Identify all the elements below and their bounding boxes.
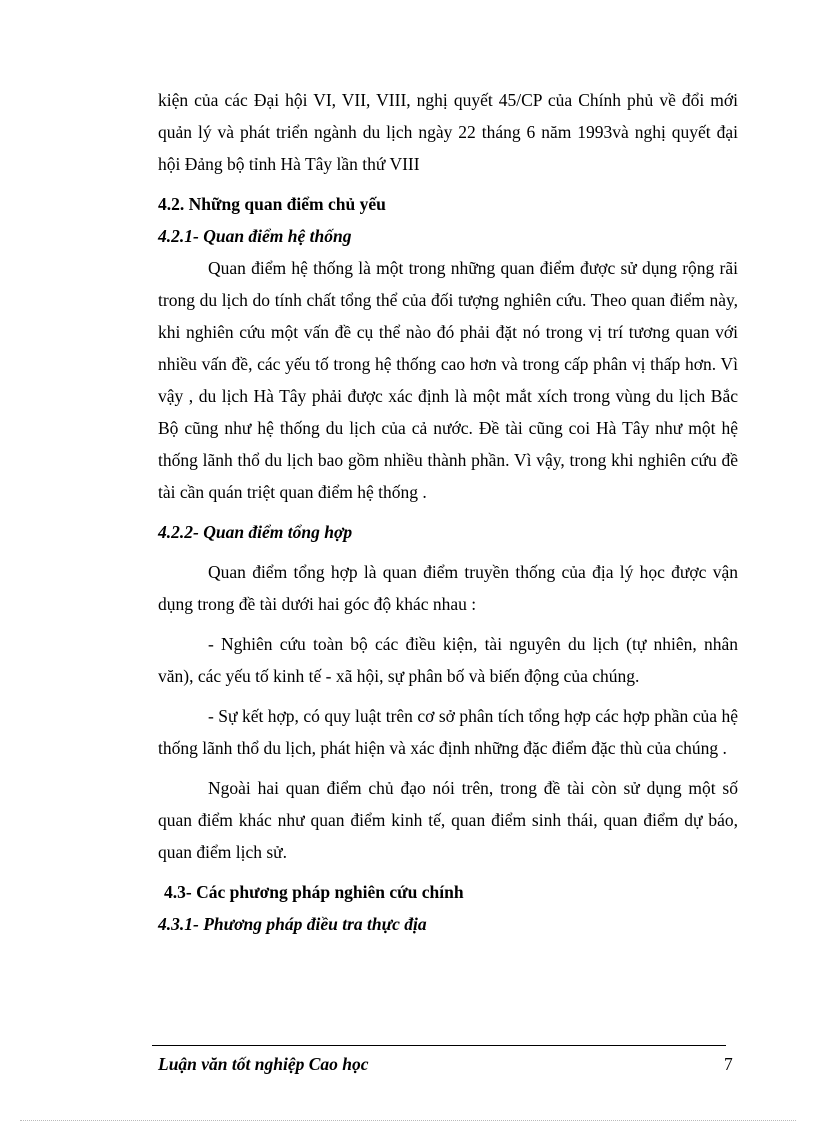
paragraph-bullet-combination: - Sự kết hợp, có quy luật trên cơ sở phân tích tổng hợp các hợp phần của hệ thống lãnh thổ du lịch, phát hiện và xác định những đặc điểm đặc thù của chúng . xyxy=(158,706,738,758)
paragraph-synthesis-view: Quan điểm tổng hợp là quan điểm truyền thống của địa lý học được vận dụng trong đề tài dưới hai góc độ khác nhau : xyxy=(158,562,738,614)
subsection-heading-4-2-1: 4.2.1- Quan điểm hệ thống xyxy=(158,226,352,246)
page-number: 7 xyxy=(724,1054,733,1074)
subsection-heading-4-3-1: 4.3.1- Phương pháp điều tra thực địa xyxy=(158,914,427,934)
page-bottom-border xyxy=(20,1120,796,1121)
paragraph-continuation: kiện của các Đại hội VI, VII, VIII, nghị quyết 45/CP của Chính phủ về đổi mới quản lý và phát triển ngành du lịch ngày 22 tháng 6 năm 1993và nghị quyết đại hội Đảng bộ tỉnh Hà Tây lần thứ VIII xyxy=(158,90,738,174)
section-heading-4-3: 4.3- Các phương pháp nghiên cứu chính xyxy=(164,882,464,902)
paragraph-other-views: Ngoài hai quan điểm chủ đạo nói trên, trong đề tài còn sử dụng một số quan điểm khác như quan điểm kinh tế, quan điểm sinh thái, quan điểm dự báo, quan điểm lịch sử. xyxy=(158,778,738,862)
footer-title: Luận văn tốt nghiệp Cao học xyxy=(158,1054,369,1074)
footer-divider xyxy=(152,1045,726,1046)
page-body xyxy=(158,84,738,940)
paragraph-system-view: Quan điểm hệ thống là một trong những quan điểm được sử dụng rộng rãi trong du lịch do tính chất tổng thể của đối tượng nghiên cứu. Theo quan điểm này, khi nghiên cứu một vấn đề cụ thể nào đó phải đặt nó trong vị trí tương quan với nhiều vấn đề, các yếu tố trong hệ thống cao hơn và trong cấp phân vị thấp hơn. Vì vậy , du lịch Hà Tây phải được xác định là một mắt xích trong vùng du lịch Bắc Bộ cũng như hệ thống du lịch của cả nước. Đề tài cũng coi Hà Tây như một hệ thống lãnh thổ du lịch bao gồm nhiều thành phần. Vì vậy, trong khi nghiên cứu đề tài cần quán triệt quan điểm hệ thống . xyxy=(158,258,738,502)
paragraph-bullet-research: - Nghiên cứu toàn bộ các điều kiện, tài nguyên du lịch (tự nhiên, nhân văn), các yếu tố kinh tế - xã hội, sự phân bố và biến động của chúng. xyxy=(158,634,738,686)
section-heading-4-2: 4.2. Những quan điểm chủ yếu xyxy=(158,194,386,214)
subsection-heading-4-2-2: 4.2.2- Quan điểm tổng hợp xyxy=(158,522,353,542)
